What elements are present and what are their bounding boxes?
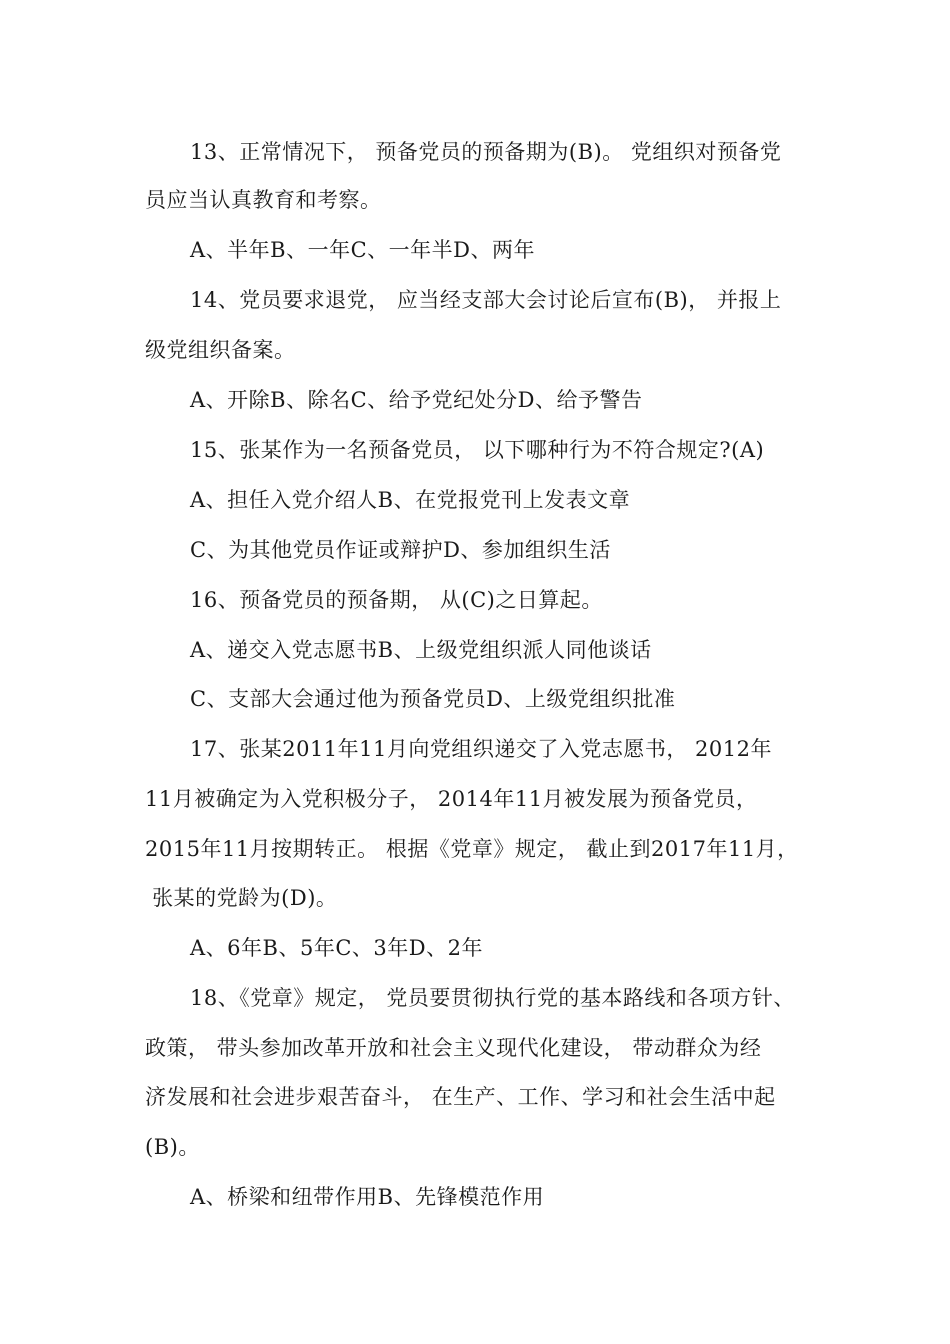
question-16-options-cd: C、支部大会通过他为预备党员D、上级党组织批准 (190, 687, 676, 711)
question-14-options: A、开除B、除名C、给予党纪处分D、给予警告 (190, 388, 643, 412)
question-17-options: A、6年B、5年C、3年D、2年 (190, 936, 483, 960)
question-18-line-2: 政策， 带头参加改革开放和社会主义现代化建设， 带动群众为经 (145, 1036, 762, 1060)
question-17-line-1: 17、张某2011年11月向党组织递交了入党志愿书， 2012年 (190, 737, 773, 761)
question-13-line-1: 13、正常情况下， 预备党员的预备期为(B)。 党组织对预备党 (190, 140, 782, 164)
question-17-line-2: 11月被确定为入党积极分子， 2014年11月被发展为预备党员， (145, 787, 758, 811)
question-18-line-4: (B)。 (145, 1135, 200, 1159)
question-15-options-cd: C、为其他党员作证或辩护D、参加组织生活 (190, 538, 611, 562)
question-17-line-3: 2015年11月按期转正。 根据《党章》规定， 截止到2017年11月， (145, 837, 799, 861)
question-18-line-1: 18、《党章》规定， 党员要贯彻执行党的基本路线和各项方针、 (190, 986, 795, 1010)
question-14-line-2: 级党组织备案。 (145, 338, 296, 362)
question-18-options: A、桥梁和纽带作用B、先锋模范作用 (190, 1185, 545, 1209)
question-15-line-1: 15、张某作为一名预备党员， 以下哪种行为不符合规定?(A) (190, 438, 765, 462)
question-17-line-4: 张某的党龄为(D)。 (145, 886, 338, 910)
question-14-line-1: 14、党员要求退党， 应当经支部大会讨论后宣布(B)， 并报上 (190, 288, 782, 312)
question-13-line-2: 员应当认真教育和考察。 (145, 188, 382, 212)
question-16-line-1: 16、预备党员的预备期， 从(C)之日算起。 (190, 588, 603, 612)
question-18-line-3: 济发展和社会进步艰苦奋斗， 在生产、工作、学习和社会生活中起 (145, 1085, 776, 1109)
question-13-options: A、半年B、一年C、一年半D、两年 (190, 238, 536, 262)
question-15-options-ab: A、担任入党介绍人B、在党报党刊上发表文章 (190, 488, 631, 512)
question-16-options-ab: A、递交入党志愿书B、上级党组织派人同他谈话 (190, 638, 652, 662)
